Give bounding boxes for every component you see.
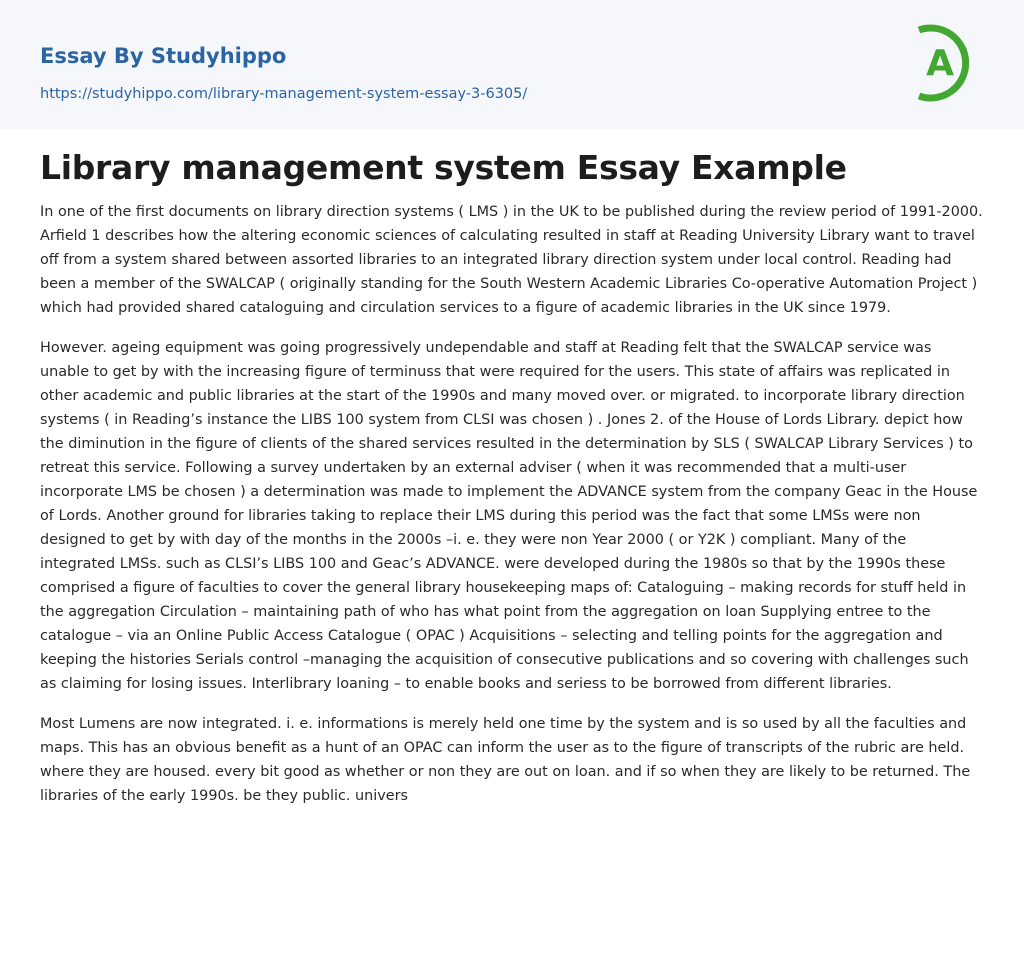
logo-letter: A: [926, 43, 954, 84]
essay-paragraph-3: Most Lumens are now integrated. i. e. informations is merely held one time by the system and is so used by all the faculties and maps. This has an obvious benefit as a hunt of an OPAC can inform the user as to the figure of transcripts of the rubric are held. where they are housed. every bit good as whether or non they are out on loan. and if so when they are likely to be returned. The libraries of the early 1990s. be they public. univers: [40, 716, 971, 804]
site-brand[interactable]: Essay By Studyhippo: [40, 44, 287, 68]
essay-content: [0, 129, 1024, 808]
essay-paragraph-1: In one of the first documents on library direction systems ( LMS ) in the UK to be published during the review period of 1991-2000. Arfield 1 describes how the altering economic sciences of calculating resulted in staff at Reading University Library want to travel off from a system shared between assorted libraries to an integrated library direction system under local control. Reading had been a member of the SWALCAP ( originally standing for the South Western Academic Libraries Co-operative Automation Project ) which had provided shared cataloguing and circulation services to a figure of academic libraries in the UK since 1979.: [40, 204, 983, 316]
essay-paragraph-2: However. ageing equipment was going progressively undependable and staff at Reading felt that the SWALCAP service was unable to get by with the increasing figure of terminuss that were required for the users. This state of affairs was replicated in other academic and public libraries at the start of the 1990s and many moved over. or migrated. to incorporate library direction systems ( in Reading’s instance the LIBS 100 system from CLSI was chosen ) . Jones 2. of the House of Lords Library. depict how the diminution in the figure of clients of the shared services resulted in the determination by SLS ( SWALCAP Library Services ) to retreat this service. Following a survey undertaken by an external adviser ( when it was recommended that a multi-user incorporate LMS be chosen ) a determination was made to implement the ADVANCE system from the company Geac in the House of Lords. Another ground for libraries taking to replace their LMS during this period was the fact that some LMSs were non designed to get by with day of the months in the 2000s –i. e. they were non Year 2000 ( or Y2K ) compliant. Many of the integrated LMSs. such as CLSI’s LIBS 100 and Geac’s ADVANCE. were developed during the 1980s so that by the 1990s these comprised a figure of faculties to cover the general library housekeeping maps of: Cataloguing – making records for stuff held in the aggregation Circulation – maintaining path of who has what point from the aggregation on loan Supplying entree to the catalogue – via an Online Public Access Catalogue ( OPAC ) Acquisitions – selecting and telling points for the aggregation and keeping the histories Serials control –managing the acquisition of consecutive publications and so covering with challenges such as claiming for losing issues. Interlibrary loaning – to enable books and seriess to be borrowed from different libraries.: [40, 340, 978, 692]
studyhippo-logo-icon[interactable]: [912, 20, 986, 106]
source-url-link[interactable]: https://studyhippo.com/library-management-system-essay-3-6305/: [40, 86, 528, 102]
site-header: [0, 0, 1024, 129]
essay-title: Library management system Essay Example: [40, 148, 847, 187]
